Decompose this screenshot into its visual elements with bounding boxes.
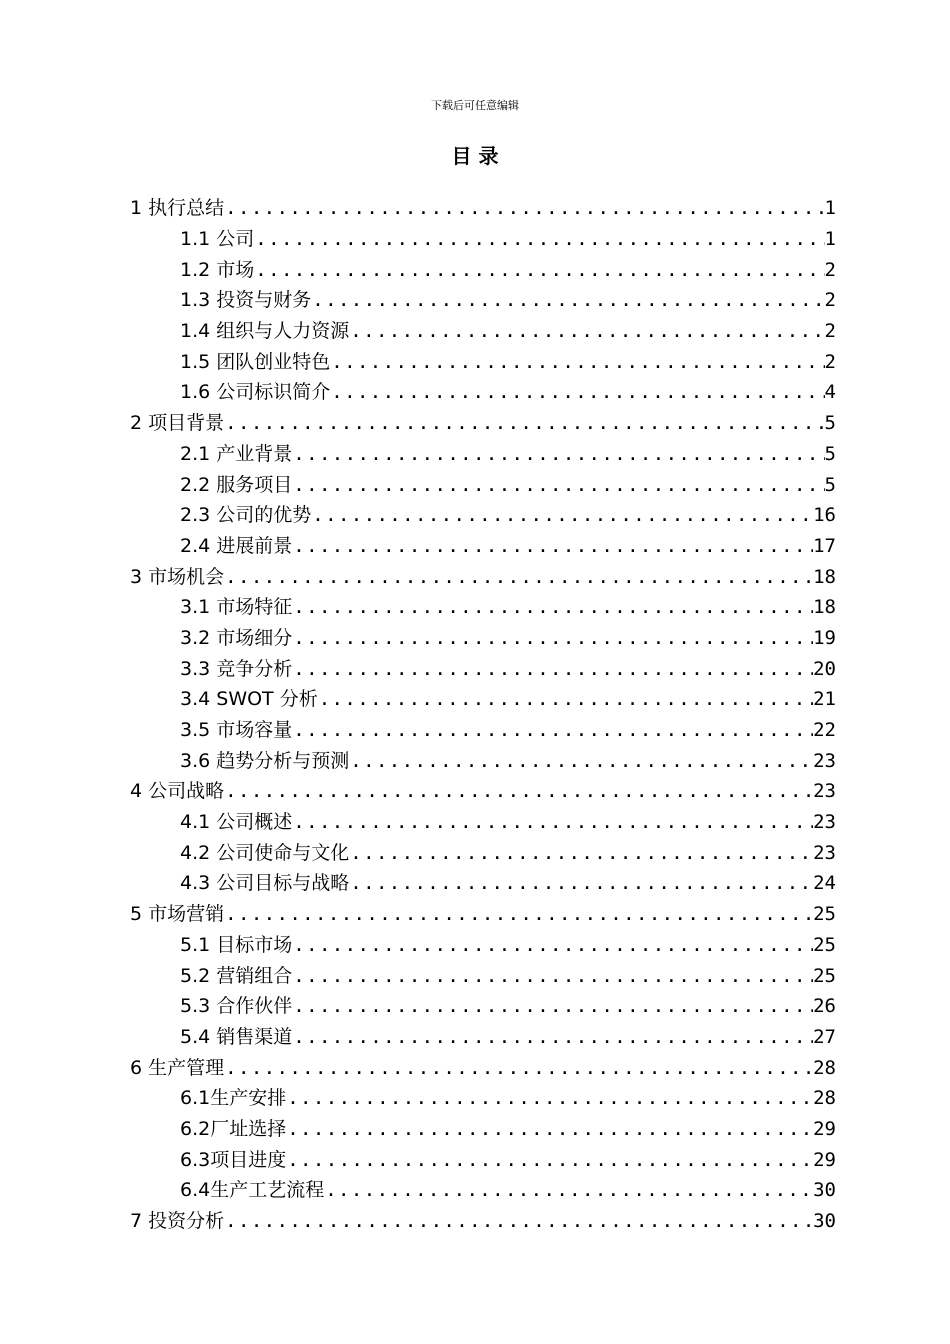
toc-dot-leader — [330, 350, 824, 374]
toc-dot-leader — [292, 810, 813, 834]
toc-dot-leader — [224, 411, 824, 435]
toc-page-number: 17 — [813, 534, 836, 557]
toc-entry-label: 2.4 进展前景 — [180, 534, 293, 557]
toc-dot-leader — [254, 258, 824, 282]
toc-entry-label: 1.5 团队创业特色 — [180, 350, 331, 373]
toc-dot-leader — [292, 657, 813, 681]
toc-title: 目 录 — [451, 144, 499, 168]
toc-page-number: 28 — [813, 1087, 836, 1110]
toc-entry-label: 6.2厂址选择 — [180, 1117, 287, 1140]
toc-subsection-entry[interactable] — [180, 991, 836, 1022]
toc-entry-label: 7 投资分析 — [130, 1210, 225, 1233]
toc-page-number: 21 — [813, 688, 836, 711]
toc-dot-leader — [292, 994, 813, 1018]
toc-entry-label: 3.5 市场容量 — [180, 719, 293, 742]
toc-page-number: 23 — [813, 811, 836, 834]
toc-section-entry[interactable] — [130, 193, 836, 224]
toc-entry-label: 5.1 目标市场 — [180, 933, 293, 956]
toc-dot-leader — [292, 933, 813, 957]
toc-page-number: 2 — [824, 258, 836, 281]
toc-entry-label: 6 生产管理 — [130, 1056, 225, 1079]
toc-page-number: 30 — [813, 1210, 836, 1233]
toc-page-number: 26 — [813, 995, 836, 1018]
toc-subsection-entry[interactable] — [180, 807, 836, 838]
toc-page-number: 23 — [813, 749, 836, 772]
toc-section-entry[interactable] — [130, 899, 836, 930]
toc-page-number: 18 — [813, 596, 836, 619]
toc-entry-label: 2.1 产业背景 — [180, 442, 293, 465]
toc-dot-leader — [311, 288, 824, 312]
toc-subsection-entry[interactable] — [180, 500, 836, 531]
toc-page-number: 29 — [813, 1148, 836, 1171]
toc-entry-label: 3 市场机会 — [130, 565, 225, 588]
toc-subsection-entry[interactable] — [180, 684, 836, 715]
toc-entry-label: 6.4生产工艺流程 — [180, 1179, 325, 1202]
toc-section-entry[interactable] — [130, 1052, 836, 1083]
toc-entry-label: 5.3 合作伙伴 — [180, 995, 293, 1018]
toc-page-number: 30 — [813, 1179, 836, 1202]
toc-dot-leader — [224, 196, 824, 220]
toc-entry-label: 2.3 公司的优势 — [180, 504, 312, 527]
toc-entry-label: 6.3项目进度 — [180, 1148, 287, 1171]
toc-entry-label: 1 执行总结 — [130, 197, 225, 220]
toc-page-number: 25 — [813, 964, 836, 987]
toc-dot-leader — [292, 964, 813, 988]
toc-page-number: 2 — [824, 350, 836, 373]
toc-page-number: 5 — [824, 473, 836, 496]
toc-entry-label: 3.2 市场细分 — [180, 626, 293, 649]
toc-subsection-entry[interactable] — [180, 469, 836, 500]
toc-section-entry[interactable] — [130, 408, 836, 439]
toc-subsection-entry[interactable] — [180, 837, 836, 868]
toc-entry-label: 1.3 投资与财务 — [180, 289, 312, 312]
toc-dot-leader — [224, 1056, 813, 1080]
toc-page-number: 16 — [813, 504, 836, 527]
toc-page-number: 22 — [813, 719, 836, 742]
toc-entry-label: 5 市场营销 — [130, 903, 225, 926]
toc-dot-leader — [349, 749, 813, 773]
toc-page-number: 19 — [813, 626, 836, 649]
toc-entry-label: 4.1 公司概述 — [180, 811, 293, 834]
toc-dot-leader — [286, 1117, 813, 1141]
toc-entry-label: 5.4 销售渠道 — [180, 1025, 293, 1048]
toc-dot-leader — [286, 1086, 813, 1110]
toc-entry-label: 3.4 SWOT 分析 — [180, 688, 318, 711]
toc-page-number: 23 — [813, 780, 836, 803]
toc-page-number: 25 — [813, 903, 836, 926]
toc-dot-leader — [318, 687, 813, 711]
toc-entry-label: 2 项目背景 — [130, 412, 225, 435]
toc-dot-leader — [324, 1178, 813, 1202]
toc-entry-label: 1.6 公司标识简介 — [180, 381, 331, 404]
toc-page-number: 1 — [824, 228, 836, 251]
toc-subsection-entry[interactable] — [180, 930, 836, 961]
toc-page-number: 28 — [813, 1056, 836, 1079]
toc-subsection-entry[interactable] — [180, 1175, 836, 1206]
toc-page-number: 4 — [824, 381, 836, 404]
toc-dot-leader — [349, 841, 813, 865]
toc-subsection-entry[interactable] — [180, 254, 836, 285]
toc-dot-leader — [292, 442, 824, 466]
toc-dot-leader — [286, 1148, 813, 1172]
toc-page-number: 2 — [824, 289, 836, 312]
table-of-contents — [0, 193, 950, 1236]
toc-dot-leader — [292, 595, 813, 619]
toc-subsection-entry[interactable] — [180, 1144, 836, 1175]
toc-dot-leader — [224, 779, 813, 803]
toc-page-number: 27 — [813, 1025, 836, 1048]
toc-dot-leader — [349, 319, 824, 343]
toc-subsection-entry[interactable] — [180, 715, 836, 746]
toc-dot-leader — [224, 565, 813, 589]
toc-entry-label: 4 公司战略 — [130, 780, 225, 803]
toc-subsection-entry[interactable] — [180, 623, 836, 654]
toc-dot-leader — [292, 1025, 813, 1049]
toc-subsection-entry[interactable] — [180, 1114, 836, 1145]
toc-page-number: 29 — [813, 1117, 836, 1140]
toc-entry-label: 1.4 组织与人力资源 — [180, 320, 350, 343]
toc-page-number: 5 — [824, 442, 836, 465]
toc-page-number: 25 — [813, 933, 836, 956]
toc-subsection-entry[interactable] — [180, 439, 836, 470]
toc-subsection-entry[interactable] — [180, 316, 836, 347]
toc-entry-label: 4.3 公司目标与战略 — [180, 872, 350, 895]
toc-entry-label: 1.1 公司 — [180, 228, 255, 251]
toc-page-number: 18 — [813, 565, 836, 588]
header-note: 下载后可任意编辑 — [431, 99, 519, 112]
toc-page-number: 5 — [824, 412, 836, 435]
toc-page-number: 23 — [813, 841, 836, 864]
toc-dot-leader — [292, 718, 813, 742]
toc-page-number: 20 — [813, 657, 836, 680]
toc-dot-leader — [254, 227, 824, 251]
toc-entry-label: 2.2 服务项目 — [180, 473, 293, 496]
toc-dot-leader — [292, 473, 824, 497]
toc-subsection-entry[interactable] — [180, 285, 836, 316]
toc-dot-leader — [292, 534, 813, 558]
toc-entry-label: 3.3 竞争分析 — [180, 657, 293, 680]
toc-page-number: 24 — [813, 872, 836, 895]
toc-subsection-entry[interactable] — [180, 745, 836, 776]
toc-section-entry[interactable] — [130, 561, 836, 592]
toc-dot-leader — [349, 871, 813, 895]
toc-subsection-entry[interactable] — [180, 868, 836, 899]
toc-subsection-entry[interactable] — [180, 1022, 836, 1053]
toc-entry-label: 5.2 营销组合 — [180, 964, 293, 987]
toc-subsection-entry[interactable] — [180, 531, 836, 562]
toc-subsection-entry[interactable] — [180, 592, 836, 623]
toc-dot-leader — [311, 503, 813, 527]
toc-entry-label: 1.2 市场 — [180, 258, 255, 281]
toc-entry-label: 4.2 公司使命与文化 — [180, 841, 350, 864]
toc-entry-label: 6.1生产安排 — [180, 1087, 287, 1110]
toc-subsection-entry[interactable] — [180, 377, 836, 408]
toc-subsection-entry[interactable] — [180, 224, 836, 255]
toc-dot-leader — [224, 1209, 813, 1233]
toc-subsection-entry[interactable] — [180, 960, 836, 991]
toc-dot-leader — [224, 902, 813, 926]
toc-subsection-entry[interactable] — [180, 653, 836, 684]
toc-entry-label: 3.1 市场特征 — [180, 596, 293, 619]
toc-subsection-entry[interactable] — [180, 346, 836, 377]
toc-page-number: 1 — [824, 197, 836, 220]
toc-entry-label: 3.6 趋势分析与预测 — [180, 749, 350, 772]
toc-dot-leader — [292, 626, 813, 650]
toc-section-entry[interactable] — [130, 776, 836, 807]
toc-dot-leader — [330, 380, 824, 404]
toc-subsection-entry[interactable] — [180, 1083, 836, 1114]
toc-section-entry[interactable] — [130, 1206, 836, 1237]
toc-page-number: 2 — [824, 320, 836, 343]
